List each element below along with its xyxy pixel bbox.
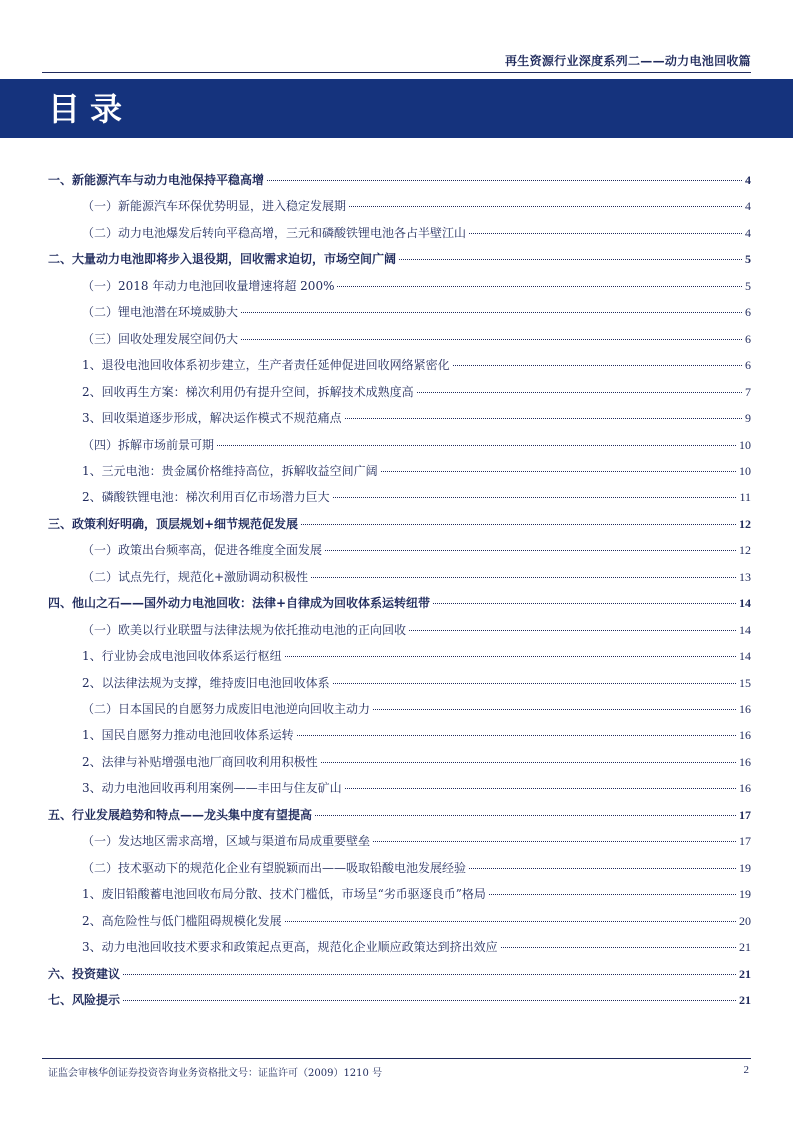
toc-entry-page: 14	[739, 622, 751, 637]
toc-section-entry[interactable]	[82, 409, 751, 427]
toc-banner	[0, 79, 793, 138]
toc-entry-page: 6	[745, 358, 751, 373]
toc-dot-leader	[333, 497, 737, 498]
toc-entry-title: 2、法律与补贴增强电池厂商回收利用积极性	[82, 754, 318, 769]
toc-chapter-entry[interactable]	[48, 806, 751, 824]
toc-entry-page: 19	[739, 860, 751, 875]
toc-entry-title: 2、回收再生方案：梯次利用仍有提升空间，拆解技术成熟度高	[82, 384, 414, 399]
toc-entry-title: （三）回收处理发展空间仍大	[82, 331, 239, 346]
toc-dot-leader	[345, 418, 742, 419]
toc-dot-leader	[321, 762, 736, 763]
toc-section-entry[interactable]	[82, 859, 751, 877]
toc-dot-leader	[241, 339, 742, 340]
toc-dot-leader	[217, 445, 736, 446]
toc-section-entry[interactable]	[82, 621, 751, 639]
toc-entry-title: （一）2018 年动力电池回收量增速将超 200%	[82, 278, 335, 293]
toc-entry-page: 16	[739, 702, 751, 716]
toc-entry-page: 9	[745, 411, 751, 426]
toc-dot-leader	[501, 947, 736, 948]
toc-dot-leader	[469, 233, 742, 234]
toc-section-entry[interactable]	[82, 224, 751, 242]
toc-dot-leader	[409, 630, 736, 631]
toc-entry-title: 2、磷酸铁锂电池：梯次利用百亿市场潜力巨大	[82, 490, 330, 505]
toc-dot-leader	[297, 735, 736, 736]
footer-page-number: 2	[743, 1064, 749, 1076]
toc-entry-title: 2、高危险性与低门槛阻碍规模化发展	[82, 913, 282, 928]
toc-chapter-entry[interactable]	[48, 965, 751, 983]
toc-section-entry[interactable]	[82, 383, 751, 401]
toc-chapter-entry[interactable]	[48, 991, 751, 1009]
toc-entry-page: 12	[739, 516, 751, 531]
report-series-title: 再生资源行业深度系列二——动力电池回收篇	[504, 54, 751, 68]
toc-entry-page: 21	[739, 940, 751, 955]
toc-dot-leader	[469, 868, 736, 869]
toc-dot-leader	[301, 524, 736, 525]
toc-entry-page: 4	[745, 225, 751, 240]
toc-entry-title: （一）欧美以行业联盟与法律法规为依托推动电池的正向回收	[82, 622, 407, 637]
toc-entry-title: 六、投资建议	[48, 966, 121, 981]
toc-entry-title: 七、风险提示	[48, 992, 121, 1007]
toc-dot-leader	[267, 180, 742, 181]
toc-section-entry[interactable]	[82, 568, 751, 586]
toc-entry-page: 20	[739, 913, 751, 928]
toc-dot-leader	[453, 365, 742, 366]
toc-dot-leader	[373, 841, 736, 842]
toc-chapter-entry[interactable]	[48, 515, 751, 533]
toc-dot-leader	[337, 286, 742, 287]
toc-entry-title: （一）政策出台频率高，促进各维度全面发展	[82, 543, 323, 558]
toc-entry-title: 1、废旧铅酸蓄电池回收布局分散、技术门槛低，市场呈“劣币驱逐良币”格局	[82, 887, 486, 902]
toc-entry-page: 19	[739, 887, 751, 902]
toc-entry-title: （二）日本国民的自愿努力成废旧电池逆向回收主动力	[82, 702, 371, 716]
toc-chapter-entry[interactable]	[48, 250, 751, 268]
toc-section-entry[interactable]	[82, 541, 751, 559]
toc-entry-title: （二）技术驱动下的规范化企业有望脱颖而出——吸取铅酸电池发展经验	[82, 860, 467, 875]
toc-section-entry[interactable]	[82, 647, 751, 665]
toc-entry-page: 17	[739, 807, 751, 822]
toc-entry-page: 13	[739, 569, 751, 584]
toc-entry-page: 16	[739, 754, 751, 769]
toc-entry-title: 3、回收渠道逐步形成，解决运作模式不规范痛点	[82, 411, 342, 426]
toc-section-entry[interactable]	[82, 436, 751, 454]
toc-entry-title: 三、政策利好明确，顶层规划+细节规范促发展	[48, 516, 299, 531]
toc-dot-leader	[311, 577, 736, 578]
toc-entry-page: 11	[739, 490, 751, 505]
toc-section-entry[interactable]	[82, 277, 751, 295]
toc-section-entry[interactable]	[82, 779, 751, 797]
toc-dot-leader	[123, 1000, 736, 1001]
footer-divider	[42, 1058, 751, 1059]
toc-entry-page: 6	[745, 305, 751, 320]
toc-section-entry[interactable]	[82, 303, 751, 321]
toc-section-entry[interactable]	[82, 197, 751, 215]
toc-entry-page: 6	[745, 331, 751, 346]
toc-dot-leader	[433, 603, 736, 604]
toc-section-entry[interactable]	[82, 356, 751, 374]
toc-entry-page: 12	[739, 543, 751, 558]
toc-entry-title: 五、行业发展趋势和特点——龙头集中度有望提高	[48, 807, 313, 822]
toc-dot-leader	[373, 709, 736, 710]
toc-section-entry[interactable]	[82, 885, 751, 903]
toc-dot-leader	[325, 550, 736, 551]
toc-section-entry[interactable]	[82, 700, 751, 718]
toc-section-entry[interactable]	[82, 938, 751, 956]
footer-license-text: 证监会审核华创证券投资咨询业务资格批文号：证监许可（2009）1210 号	[48, 1068, 383, 1079]
toc-entry-title: 1、退役电池回收体系初步建立，生产者责任延伸促进回收网络紧密化	[82, 358, 450, 373]
toc-section-entry[interactable]	[82, 753, 751, 771]
toc-entry-title: （二）动力电池爆发后转向平稳高增，三元和磷酸铁锂电池各占半壁江山	[82, 225, 467, 240]
toc-dot-leader	[333, 683, 736, 684]
toc-entry-page: 14	[739, 649, 751, 664]
toc-dot-leader	[399, 259, 742, 260]
toc-entry-title: 1、国民自愿努力推动电池回收体系运转	[82, 728, 294, 743]
toc-section-entry[interactable]	[82, 726, 751, 744]
toc-section-entry[interactable]	[82, 674, 751, 692]
toc-entry-page: 15	[739, 675, 751, 690]
toc-entry-page: 10	[739, 437, 751, 452]
toc-section-entry[interactable]	[82, 912, 751, 930]
toc-dot-leader	[417, 392, 742, 393]
toc-section-entry[interactable]	[82, 832, 751, 850]
toc-entry-title: 1、三元电池：贵金属价格维持高位，拆解收益空间广阔	[82, 463, 378, 478]
toc-entry-page: 16	[739, 728, 751, 743]
toc-entry-page: 17	[739, 834, 751, 849]
toc-entry-page: 5	[745, 278, 751, 293]
toc-entry-title: （一）发达地区需求高增，区域与渠道布局成重要壁垒	[82, 834, 371, 849]
toc-dot-leader	[285, 656, 736, 657]
toc-entry-page: 7	[745, 384, 751, 399]
toc-entry-title: 3、动力电池回收再利用案例——丰田与住友矿山	[82, 781, 342, 796]
toc-entry-page: 21	[739, 992, 751, 1007]
header-divider	[42, 72, 751, 73]
toc-entry-title: （二）锂电池潜在环境威胁大	[82, 305, 239, 320]
toc-dot-leader	[489, 894, 736, 895]
toc-section-entry[interactable]	[82, 488, 751, 506]
toc-entry-title: 四、他山之石——国外动力电池回收：法律+自律成为回收体系运转纽带	[48, 596, 431, 611]
toc-entry-title: （四）拆解市场前景可期	[82, 437, 215, 452]
toc-entry-title: 一、新能源汽车与动力电池保持平稳高增	[48, 173, 265, 187]
toc-entry-page: 21	[739, 966, 751, 981]
toc-entry-title: 2、以法律法规为支撑，维持废旧电池回收体系	[82, 675, 330, 690]
toc-entry-title: 二、大量动力电池即将步入退役期，回收需求迫切，市场空间广阔	[48, 252, 397, 267]
toc-dot-leader	[123, 974, 736, 975]
toc-dot-leader	[241, 312, 742, 313]
toc-entry-page: 5	[745, 252, 751, 267]
toc-section-entry[interactable]	[82, 462, 751, 480]
toc-dot-leader	[381, 471, 736, 472]
toc-dot-leader	[285, 921, 736, 922]
toc-dot-leader	[349, 206, 742, 207]
toc-entry-page: 16	[739, 781, 751, 796]
toc-entry-title: （一）新能源汽车环保优势明显，进入稳定发展期	[82, 199, 347, 214]
toc-entry-page: 14	[739, 596, 751, 611]
toc-section-entry[interactable]	[82, 330, 751, 348]
toc-dot-leader	[315, 815, 736, 816]
toc-chapter-entry[interactable]	[48, 594, 751, 612]
toc-entry-page: 4	[745, 173, 751, 187]
toc-entry-page: 10	[739, 463, 751, 478]
toc-entry-title: 1、行业协会成电池回收体系运行枢纽	[82, 649, 282, 664]
toc-chapter-entry[interactable]	[48, 171, 751, 189]
toc-entry-title: （二）试点先行，规范化+激励调动积极性	[82, 569, 309, 584]
toc-entry-page: 4	[745, 199, 751, 214]
toc-entry-title: 3、动力电池回收技术要求和政策起点更高，规范化企业顺应政策达到挤出效应	[82, 940, 498, 955]
toc-heading: 目录	[48, 90, 133, 128]
toc-dot-leader	[345, 788, 736, 789]
